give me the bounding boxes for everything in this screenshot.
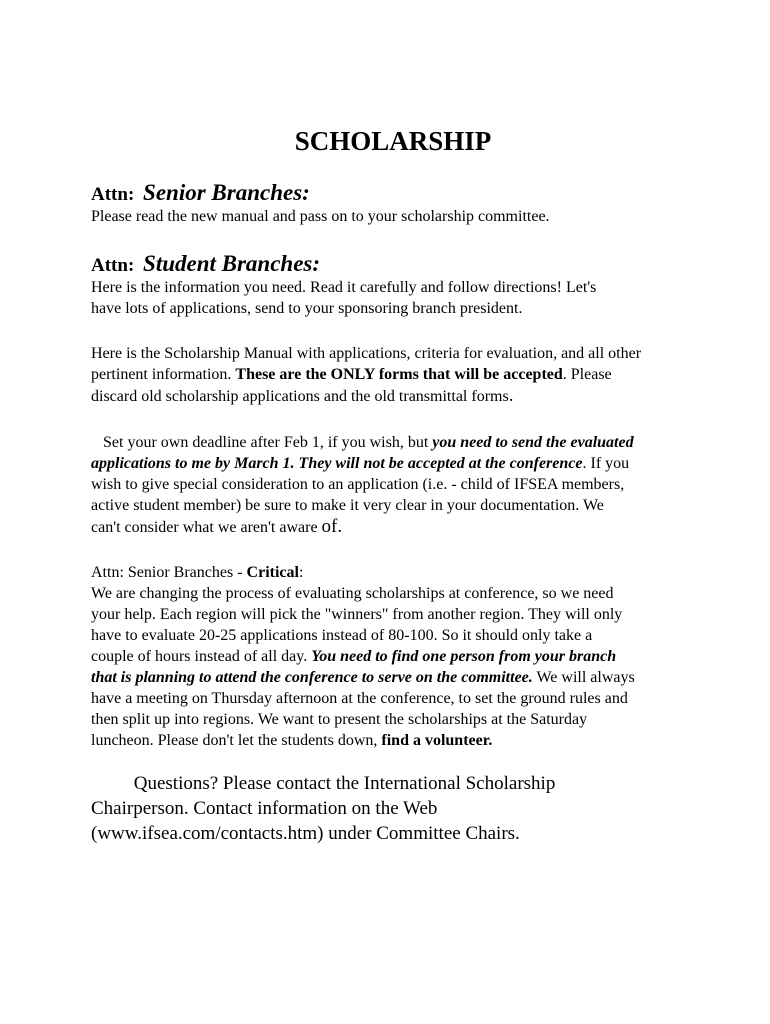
deadline-paragraph: Set your own deadline after Feb 1, if you wish, but you need to send the evaluated applications to me by March 1. They will not be accepted at the conference. If you wish to give special consideration to an application (i.e. - child of IFSEA members, active student member) be sure to make it very clear in your documentation. We can't consider what we aren't aware of.: [91, 434, 634, 537]
contacts-url-text: (www.ifsea.com/contacts.htm) under Committee Chairs.: [91, 823, 520, 844]
student-branches-label: Student Branches:: [143, 251, 321, 276]
attn-label: Attn:: [91, 184, 135, 205]
critical-label: Critical: [246, 564, 299, 581]
find-volunteer-emphasis: find a volunteer.: [381, 732, 493, 749]
only-forms-emphasis: These are the ONLY forms that will be accepted: [235, 366, 563, 383]
questions-paragraph: Questions? Please contact the International Scholarship Chairperson. Contact information on the Web (www.ifsea.com/contacts.htm) under Committee Chairs.: [91, 771, 711, 846]
page-title: SCHOLARSHIP: [294, 126, 492, 156]
volunteer-request-emphasis: You need to find one person from your branch: [311, 648, 617, 665]
student-branches-text: Here is the information you need. Read it carefully and follow directions! Let's have lots of applications, send to your sponsoring branch president.: [91, 279, 597, 317]
senior-branches-text: Please read the new manual and pass on to your scholarship committee.: [91, 208, 550, 225]
student-branches-heading: [91, 252, 320, 278]
manual-paragraph: Here is the Scholarship Manual with applications, criteria for evaluation, and all other pertinent information. These are the ONLY forms that will be accepted. Please discard old scholarship applications and the old transmittal forms.: [91, 345, 642, 406]
critical-paragraph: Attn: Senior Branches - Critical: We are changing the process of evaluating scholarships at conference, so we need your help. Each region will pick the "winners" from another region. They will only have to evaluate 20-25 applications instead of 80-100. So it should only take a couple of hours instead of all day. You need to find one person from your branch that is planning to attend the conference to serve on the committee. We will always have a meeting on Thursday afternoon at the conference, to set the ground rules and then split up into regions. We want to present the scholarships at the Saturday luncheon. Please don't let the students down, find a volunteer.: [91, 564, 635, 749]
deadline-emphasis: you need to send the evaluated: [432, 434, 634, 451]
senior-branches-heading: [91, 181, 310, 207]
senior-branches-label: Senior Branches:: [143, 180, 310, 205]
attn-label: Attn:: [91, 255, 135, 276]
